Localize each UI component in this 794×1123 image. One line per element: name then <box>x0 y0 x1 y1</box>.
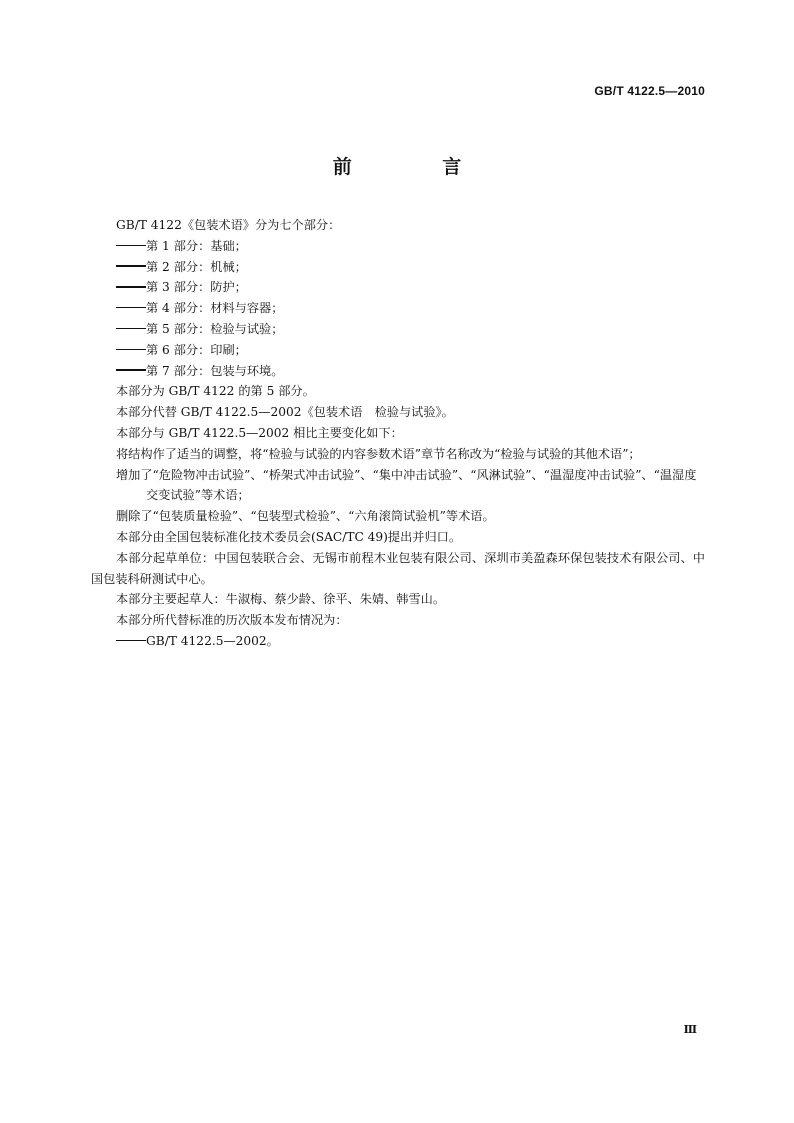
dash-mark <box>116 286 146 288</box>
drafting-units-paragraph: 本部分起草单位：中国包装联合会、无锡市前程木业包装有限公司、深圳市美盈森环保包装技术有限公司、中国包装科研测试中心。 <box>91 550 705 586</box>
history-item <box>91 631 705 652</box>
dash-mark <box>116 328 146 330</box>
dash-mark <box>116 640 146 642</box>
section-title: 前 言 <box>332 156 504 178</box>
drafters-paragraph: 本部分主要起草人：牛淑梅、蔡少龄、徐平、朱婧、韩雪山。 <box>116 592 446 607</box>
change-item <box>91 465 705 507</box>
list-item-text: 第 2 部分：机械； <box>146 259 247 274</box>
this-part-paragraph: 本部分为 GB/T 4122 的第 5 部分。 <box>116 384 315 399</box>
intro-paragraph: GB/T 4122《包装术语》分为七个部分： <box>116 218 341 232</box>
dash-mark <box>116 369 146 371</box>
list-item <box>91 298 705 319</box>
list-item <box>91 236 705 257</box>
change-item <box>91 506 705 527</box>
changes-intro-paragraph: 本部分与 GB/T 4122.5—2002 相比主要变化如下： <box>116 425 403 440</box>
list-item-text: 第 1 部分：基础； <box>146 238 247 253</box>
change-item-text: 删除了“包装质量检验”、“包装型式检验”、“六角滚筒试验机”等术语。 <box>116 509 495 524</box>
dash-mark <box>116 307 146 309</box>
history-item-text: GB/T 4122.5—2002。 <box>146 633 279 648</box>
list-item-text: 第 6 部分：印刷； <box>146 342 247 357</box>
document-code: GB/T 4122.5—2010 <box>594 84 705 98</box>
history-intro-paragraph: 本部分所代替标准的历次版本发布情况为： <box>116 613 348 628</box>
replaces-paragraph: 本部分代替 GB/T 4122.5—2002《包装术语 检验与试验》。 <box>116 405 454 420</box>
list-item <box>91 340 705 361</box>
change-item-text: 将结构作了适当的调整，将“检验与试验的内容参数术语”章节名称改为“检验与试验的其他术语”； <box>116 446 641 461</box>
dash-mark <box>116 349 146 351</box>
list-item <box>91 319 705 340</box>
body-text <box>91 215 705 652</box>
list-item <box>91 277 705 298</box>
list-item-text: 第 5 部分：检验与试验； <box>146 321 284 336</box>
dash-mark <box>116 245 146 247</box>
list-item <box>91 257 705 278</box>
list-item <box>91 361 705 382</box>
list-item-text: 第 3 部分：防护； <box>146 280 247 295</box>
list-item-text: 第 7 部分：包装与环境。 <box>146 363 284 378</box>
change-item-text: 增加了“危险物冲击试验”、“桥架式冲击试验”、“集中冲击试验”、“风淋试验”、“温湿度冲击试验”、“温湿度交变试验”等术语； <box>116 467 697 503</box>
page-number: Ⅲ <box>683 1023 697 1036</box>
list-item-text: 第 4 部分：材料与容器； <box>146 301 284 316</box>
dash-mark <box>116 265 146 267</box>
proposed-by-paragraph: 本部分由全国包装标准化技术委员会(SAC/TC 49)提出并归口。 <box>116 529 462 544</box>
change-item <box>91 444 705 465</box>
